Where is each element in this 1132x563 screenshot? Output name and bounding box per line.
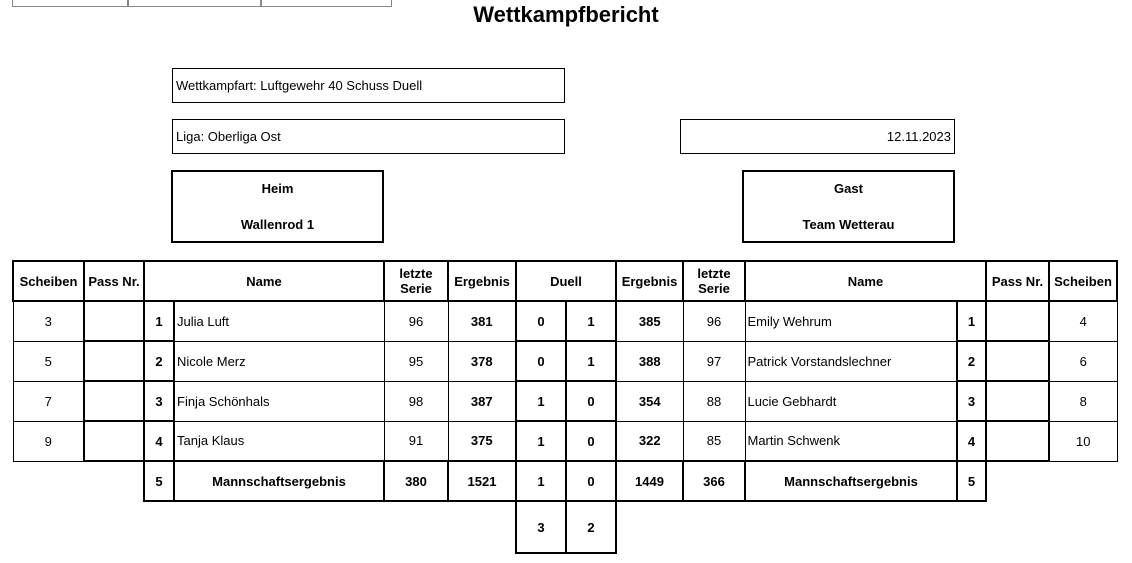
home-team-last-series: 380 [384, 461, 448, 501]
team-result-row [13, 461, 1117, 501]
guest-pass [986, 381, 1049, 421]
header-last-series-home: letzte Serie [384, 261, 448, 301]
home-shooter-name: Tanja Klaus [174, 421, 384, 461]
guest-position: 1 [957, 301, 986, 341]
home-last-series: 95 [384, 341, 448, 381]
league-field: Liga: Oberliga Ost [172, 119, 565, 154]
home-target: 3 [13, 301, 84, 341]
home-target: 5 [13, 341, 84, 381]
guest-pass [986, 301, 1049, 341]
duel-home: 0 [516, 301, 566, 341]
guest-team-result: 1449 [616, 461, 683, 501]
home-pass [84, 341, 144, 381]
header-result-home: Ergebnis [448, 261, 516, 301]
header-row [13, 261, 1117, 301]
duel-home: 0 [516, 341, 566, 381]
total-score-row [13, 501, 1117, 553]
home-team-position: 5 [144, 461, 174, 501]
home-pass [84, 421, 144, 461]
guest-team-last-series: 366 [683, 461, 745, 501]
home-position: 4 [144, 421, 174, 461]
header-last-series-guest: letzte Serie [683, 261, 745, 301]
home-position: 1 [144, 301, 174, 341]
guest-last-series: 85 [683, 421, 745, 461]
duel-guest: 1 [566, 301, 616, 341]
guest-last-series: 97 [683, 341, 745, 381]
home-position: 2 [144, 341, 174, 381]
home-pass [84, 381, 144, 421]
guest-target: 10 [1049, 421, 1117, 461]
home-result: 381 [448, 301, 516, 341]
guest-team-label: Mannschaftsergebnis [745, 461, 957, 501]
table-row [13, 421, 1117, 461]
header-duel: Duell [516, 261, 616, 301]
guest-pass [986, 341, 1049, 381]
header-name-guest: Name [745, 261, 986, 301]
header-scheiben-guest: Scheiben [1049, 261, 1117, 301]
guest-position: 2 [957, 341, 986, 381]
home-team-result: 1521 [448, 461, 516, 501]
team-duel-guest: 0 [566, 461, 616, 501]
guest-team-box [742, 170, 955, 243]
home-label: Heim [261, 181, 294, 196]
guest-result: 354 [616, 381, 683, 421]
results-table [12, 260, 1118, 554]
home-last-series: 98 [384, 381, 448, 421]
home-shooter-name: Nicole Merz [174, 341, 384, 381]
total-home: 3 [516, 501, 566, 553]
duel-guest: 0 [566, 421, 616, 461]
home-target: 7 [13, 381, 84, 421]
header-pass-home: Pass Nr. [84, 261, 144, 301]
home-shooter-name: Finja Schönhals [174, 381, 384, 421]
header-scheiben-home: Scheiben [13, 261, 84, 301]
header-result-guest: Ergebnis [616, 261, 683, 301]
table-row [13, 381, 1117, 421]
guest-last-series: 96 [683, 301, 745, 341]
guest-pass [986, 421, 1049, 461]
guest-last-series: 88 [683, 381, 745, 421]
home-result: 378 [448, 341, 516, 381]
header-name-home: Name [144, 261, 384, 301]
home-position: 3 [144, 381, 174, 421]
competition-type-field: Wettkampfart: Luftgewehr 40 Schuss Duell [172, 68, 565, 103]
guest-position: 4 [957, 421, 986, 461]
guest-team-position: 5 [957, 461, 986, 501]
home-pass [84, 301, 144, 341]
table-row [13, 301, 1117, 341]
page-title: Wettkampfbericht [473, 2, 659, 27]
guest-target: 8 [1049, 381, 1117, 421]
guest-result: 388 [616, 341, 683, 381]
table-row [13, 341, 1117, 381]
guest-target: 4 [1049, 301, 1117, 341]
guest-shooter-name: Lucie Gebhardt [745, 381, 957, 421]
home-result: 375 [448, 421, 516, 461]
guest-shooter-name: Martin Schwenk [745, 421, 957, 461]
home-team-name: Wallenrod 1 [240, 217, 315, 232]
duel-guest: 1 [566, 341, 616, 381]
guest-shooter-name: Patrick Vorstandslechner [745, 341, 957, 381]
header-pass-guest: Pass Nr. [986, 261, 1049, 301]
home-result: 387 [448, 381, 516, 421]
guest-position: 3 [957, 381, 986, 421]
home-last-series: 91 [384, 421, 448, 461]
home-target: 9 [13, 421, 84, 461]
home-last-series: 96 [384, 301, 448, 341]
home-team-label: Mannschaftsergebnis [174, 461, 384, 501]
guest-target: 6 [1049, 341, 1117, 381]
team-duel-home: 1 [516, 461, 566, 501]
duel-home: 1 [516, 381, 566, 421]
duel-home: 1 [516, 421, 566, 461]
total-guest: 2 [566, 501, 616, 553]
date-field: 12.11.2023 [680, 119, 955, 154]
guest-label: Gast [834, 181, 863, 196]
duel-guest: 0 [566, 381, 616, 421]
guest-result: 385 [616, 301, 683, 341]
home-team-box [171, 170, 384, 243]
guest-shooter-name: Emily Wehrum [745, 301, 957, 341]
home-shooter-name: Julia Luft [174, 301, 384, 341]
guest-result: 322 [616, 421, 683, 461]
guest-team-name: Team Wetterau [802, 217, 895, 232]
